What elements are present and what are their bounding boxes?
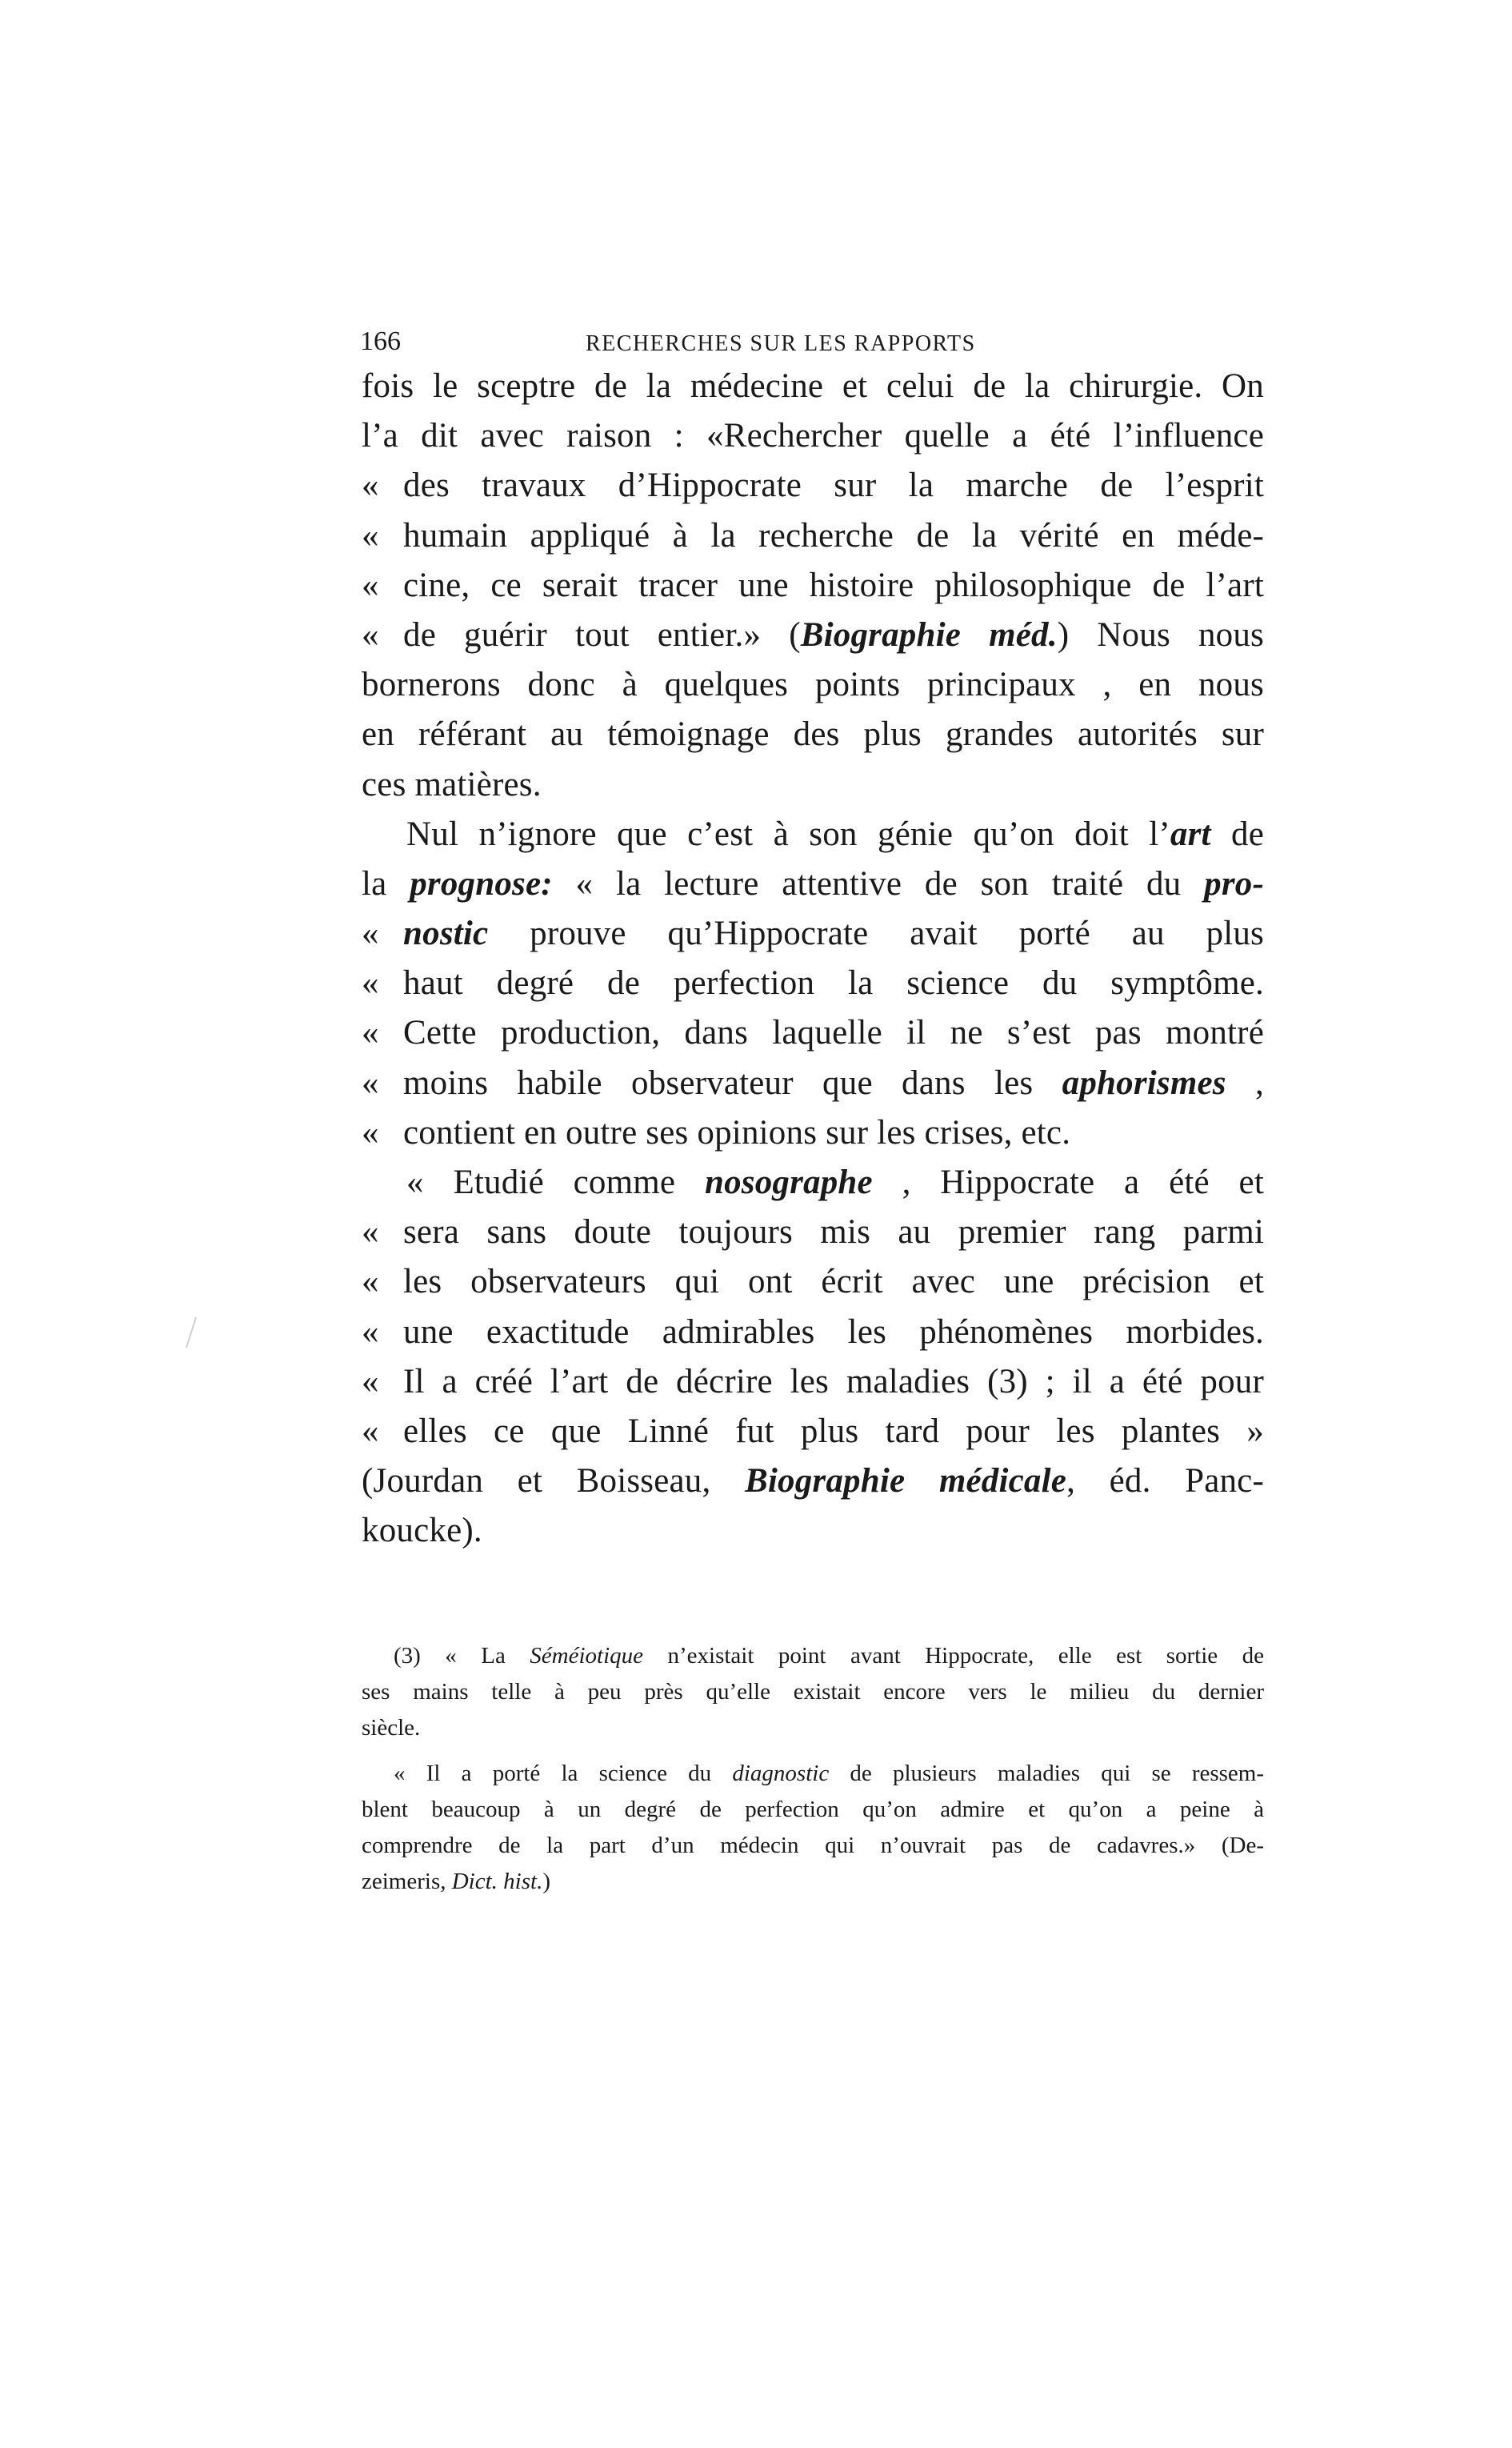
text-line: fois le sceptre de la médecine et celui de la chirurgie. On xyxy=(362,367,1264,405)
emphasis-term: prognose: xyxy=(410,864,553,903)
emphasis-term: nostic xyxy=(403,915,489,953)
text-line: « des travaux d’Hippocrate sur la marche de l’esprit xyxy=(362,461,1264,511)
text-line: « les observateurs qui ont écrit avec une précision et xyxy=(362,1257,1264,1307)
text-line: « sera sans doute toujours mis au premier rang parmi xyxy=(362,1208,1264,1257)
footnote-term: diagnostic xyxy=(732,1761,830,1786)
quote-mark: « xyxy=(362,1263,379,1301)
quote-mark: « xyxy=(362,615,379,654)
text-line: l’a dit avec raison : «Rechercher quelle a été l’influence xyxy=(362,417,1264,455)
emphasis-term: aphorismes xyxy=(1062,1064,1226,1102)
footnote-line: « Il a porté la science du diagnostic de plusieurs maladies qui se ressem- xyxy=(394,1761,1265,1786)
footnote-line: comprendre de la part d’un médecin qui n’ouvrait pas de cadavres.» (De- xyxy=(362,1833,1264,1858)
text-line: « Cette production, dans laquelle il ne s’est pas montré xyxy=(362,1008,1264,1058)
quote-mark: « xyxy=(362,915,379,953)
quote-mark: « xyxy=(362,1312,379,1351)
citation-title: Biographie méd. xyxy=(800,615,1058,654)
quote-mark: « xyxy=(362,1362,379,1400)
text-line: en référant au témoignage des plus grandes autorités sur xyxy=(362,715,1264,754)
running-title: RECHERCHES SUR LES RAPPORTS xyxy=(586,331,976,356)
text-line: (Jourdan et Boisseau, Biographie médicale, éd. Panc- xyxy=(362,1462,1264,1500)
quote-mark: « xyxy=(362,1213,379,1252)
footnotes xyxy=(362,1638,1264,1900)
text-line: « humain appliqué à la recherche de la vérité en méde- xyxy=(362,511,1264,561)
text-line: la prognose: « la lecture attentive de son traité du pro- xyxy=(362,864,1264,903)
page-header xyxy=(360,327,1264,367)
footnote-term: Dict. hist. xyxy=(451,1869,543,1894)
text-line: « de guérir tout entier.» (Biographie méd.) Nous nous xyxy=(362,611,1264,660)
footnote-term: Séméiotique xyxy=(530,1643,644,1669)
citation-title: Biographie médicale xyxy=(745,1462,1067,1500)
emphasis-term: art xyxy=(1170,815,1211,853)
text-line: « contient en outre ses opinions sur les crises, etc. xyxy=(362,1108,1264,1158)
footnote-line: (3) « La Séméiotique n’existait point avant Hippocrate, elle est sortie de xyxy=(394,1643,1265,1669)
quote-mark: « xyxy=(362,964,379,1003)
text-line: « nostic prouve qu’Hippocrate avait porté au plus xyxy=(362,909,1264,959)
text-line: « elles ce que Linné fut plus tard pour les plantes » xyxy=(362,1407,1264,1456)
footnote-line: blent beaucoup à un degré de perfection qu’on admire et qu’on a peine à xyxy=(362,1797,1264,1822)
text-line: koucke). xyxy=(362,1512,482,1550)
quote-mark: « xyxy=(362,516,379,555)
emphasis-term: nosographe xyxy=(704,1164,873,1201)
footnote-line: siècle. xyxy=(362,1715,421,1741)
page-number: 166 xyxy=(360,327,401,356)
text-line: « moins habile observateur que dans les aphorismes , xyxy=(362,1059,1264,1108)
text-line: « une exactitude admirables les phénomènes morbides. xyxy=(362,1308,1264,1357)
quote-mark: « xyxy=(362,467,379,505)
quote-mark: « xyxy=(362,1113,379,1152)
emphasis-term: pro- xyxy=(1204,864,1264,903)
text-line: « haut degré de perfection la science du symptôme. xyxy=(362,959,1264,1008)
text-line: bornerons donc à quelques points principaux , en nous xyxy=(362,666,1264,704)
text-line: « Etudié comme nosographe , Hippocrate a été et xyxy=(406,1164,1264,1201)
main-text xyxy=(362,362,1264,1557)
footnote-line: zeimeris, Dict. hist.) xyxy=(362,1869,550,1894)
margin-pencil-mark xyxy=(186,1317,197,1348)
quote-mark: « xyxy=(362,1014,379,1052)
text-line: « Il a créé l’art de décrire les maladies (3) ; il a été pour xyxy=(362,1357,1264,1407)
quote-mark: « xyxy=(362,566,379,604)
quote-mark: « xyxy=(362,1412,379,1450)
footnote-line: ses mains telle à peu près qu’elle existait encore vers le milieu du dernier xyxy=(362,1679,1264,1705)
text-line: ces matières. xyxy=(362,765,542,803)
text-line: Nul n’ignore que c’est à son génie qu’on doit l’art de xyxy=(406,815,1264,853)
text-line: « cine, ce serait tracer une histoire philosophique de l’art xyxy=(362,561,1264,611)
quote-mark: « xyxy=(362,1064,379,1102)
